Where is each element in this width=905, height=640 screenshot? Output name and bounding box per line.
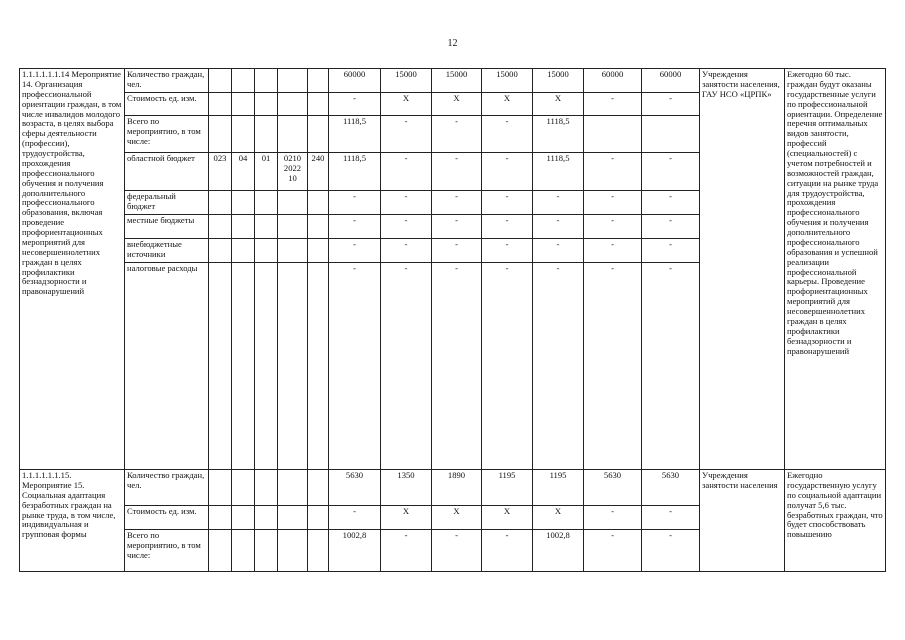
- code-cell: [255, 530, 278, 572]
- value-cell: X: [432, 506, 482, 530]
- value-cell: X: [533, 506, 584, 530]
- code-cell: 023: [209, 153, 232, 191]
- value-cell: -: [642, 191, 700, 215]
- code-cell: [308, 215, 329, 239]
- value-cell: [642, 116, 700, 153]
- value-cell: [584, 116, 642, 153]
- code-cell: 04: [232, 153, 255, 191]
- value-cell: -: [329, 191, 381, 215]
- value-cell: -: [584, 530, 642, 572]
- code-cell: [255, 93, 278, 116]
- value-cell: -: [584, 93, 642, 116]
- code-cell: [278, 263, 308, 470]
- row-label: Количество граждан, чел.: [125, 69, 209, 93]
- code-cell: [232, 215, 255, 239]
- code-cell: [255, 116, 278, 153]
- value-cell: -: [432, 191, 482, 215]
- code-cell: [209, 470, 232, 506]
- row-label: внебюджетные источники: [125, 239, 209, 263]
- value-cell: -: [329, 239, 381, 263]
- code-cell: [232, 93, 255, 116]
- code-cell: 240: [308, 153, 329, 191]
- code-cell: [308, 470, 329, 506]
- value-cell: -: [482, 215, 533, 239]
- code-cell: [209, 530, 232, 572]
- table-row: [20, 69, 886, 93]
- value-cell: -: [432, 530, 482, 572]
- value-cell: -: [432, 263, 482, 470]
- value-cell: 5630: [642, 470, 700, 506]
- value-cell: -: [482, 116, 533, 153]
- code-cell: [255, 215, 278, 239]
- value-cell: -: [584, 191, 642, 215]
- value-cell: 15000: [381, 69, 432, 93]
- value-cell: -: [329, 506, 381, 530]
- value-cell: -: [584, 215, 642, 239]
- executor-cell: Учреждения занятости населения: [700, 470, 785, 572]
- code-cell: [278, 506, 308, 530]
- value-cell: -: [432, 116, 482, 153]
- code-cell: [209, 506, 232, 530]
- code-cell: [232, 506, 255, 530]
- code-cell: 0210 2022 10: [278, 153, 308, 191]
- code-cell: [255, 69, 278, 93]
- value-cell: X: [381, 93, 432, 116]
- value-cell: -: [533, 215, 584, 239]
- value-cell: -: [381, 116, 432, 153]
- code-cell: [255, 506, 278, 530]
- value-cell: 1118,5: [533, 116, 584, 153]
- code-cell: [308, 116, 329, 153]
- value-cell: -: [584, 506, 642, 530]
- code-cell: [308, 530, 329, 572]
- code-cell: [308, 93, 329, 116]
- row-label: Стоимость ед. изм.: [125, 93, 209, 116]
- code-cell: [209, 69, 232, 93]
- value-cell: -: [642, 93, 700, 116]
- code-cell: [209, 116, 232, 153]
- row-label: местные бюджеты: [125, 215, 209, 239]
- code-cell: [255, 263, 278, 470]
- code-cell: [278, 470, 308, 506]
- value-cell: 5630: [584, 470, 642, 506]
- value-cell: -: [482, 239, 533, 263]
- code-cell: [278, 239, 308, 263]
- row-label: Всего по мероприятию, в том числе:: [125, 530, 209, 572]
- value-cell: -: [533, 263, 584, 470]
- value-cell: -: [381, 191, 432, 215]
- value-cell: -: [329, 263, 381, 470]
- value-cell: -: [642, 153, 700, 191]
- row-label: Всего по мероприятию, в том числе:: [125, 116, 209, 153]
- code-cell: [255, 191, 278, 215]
- code-cell: [209, 215, 232, 239]
- code-cell: [209, 263, 232, 470]
- value-cell: 15000: [482, 69, 533, 93]
- code-cell: [278, 191, 308, 215]
- code-cell: [308, 239, 329, 263]
- code-cell: [278, 69, 308, 93]
- code-cell: [278, 93, 308, 116]
- row-label: налоговые расходы: [125, 263, 209, 470]
- code-cell: [232, 530, 255, 572]
- value-cell: -: [584, 239, 642, 263]
- value-cell: -: [432, 215, 482, 239]
- value-cell: -: [432, 239, 482, 263]
- value-cell: -: [381, 239, 432, 263]
- value-cell: -: [642, 530, 700, 572]
- code-cell: 01: [255, 153, 278, 191]
- result-cell: Ежегодно 60 тыс. граждан будут оказаны государственные услуги по профессиональной ориентации. Определение перечня оптимальных видов занятости, профессий (специальностей) с учетом потребностей и возможностей граждан, ситуации на рынке труда для трудоустройства, прохождения профессионального обучения и получения дополнительного профессионального образования и успешной реализации профессиональной карьеры. Проведение профориентационных мероприятий для несовершеннолетних граждан в целях профилактики безнадзорности и правонарушений: [785, 69, 886, 470]
- code-cell: [232, 69, 255, 93]
- value-cell: 5630: [329, 470, 381, 506]
- row-label: Количество граждан, чел.: [125, 470, 209, 506]
- code-cell: [255, 470, 278, 506]
- value-cell: -: [381, 215, 432, 239]
- row-label: Стоимость ед. изм.: [125, 506, 209, 530]
- code-cell: [209, 191, 232, 215]
- code-cell: [308, 506, 329, 530]
- code-cell: [232, 263, 255, 470]
- value-cell: 1195: [533, 470, 584, 506]
- code-cell: [232, 239, 255, 263]
- value-cell: X: [432, 93, 482, 116]
- value-cell: -: [533, 191, 584, 215]
- value-cell: -: [533, 239, 584, 263]
- value-cell: -: [432, 153, 482, 191]
- value-cell: -: [482, 191, 533, 215]
- code-cell: [232, 191, 255, 215]
- code-cell: [308, 263, 329, 470]
- value-cell: -: [642, 215, 700, 239]
- code-cell: [308, 69, 329, 93]
- value-cell: -: [381, 530, 432, 572]
- value-cell: -: [642, 263, 700, 470]
- code-cell: [308, 191, 329, 215]
- value-cell: -: [642, 506, 700, 530]
- value-cell: -: [584, 153, 642, 191]
- value-cell: 1118,5: [329, 116, 381, 153]
- row-label: федеральный бюджет: [125, 191, 209, 215]
- value-cell: X: [533, 93, 584, 116]
- value-cell: -: [482, 530, 533, 572]
- value-cell: -: [642, 239, 700, 263]
- value-cell: -: [329, 215, 381, 239]
- code-cell: [209, 93, 232, 116]
- result-cell: Ежегодно государственную услугу по социальной адаптации получат 5,6 тыс. безработных граждан, что будет способствовать повышению: [785, 470, 886, 572]
- value-cell: -: [381, 263, 432, 470]
- row-label: областной бюджет: [125, 153, 209, 191]
- executor-cell: Учреждения занятости населения, ГАУ НСО «ЦРПК»: [700, 69, 785, 470]
- value-cell: 1002,8: [533, 530, 584, 572]
- value-cell: 60000: [584, 69, 642, 93]
- value-cell: 1195: [482, 470, 533, 506]
- activity-cell: 1.1.1.1.1.1.14 Мероприятие 14. Организация профессиональной ориентации граждан, в том числе инвалидов молодого возраста, в целях выбора сферы деятельности (профессии), трудоустройства, прохождения профессионального обучения и получения дополнительного профессионального образования, включая проведение профориентационных мероприятий для несовершеннолетних граждан в целях профилактики безнадзорности и правонарушений: [20, 69, 125, 470]
- value-cell: 1350: [381, 470, 432, 506]
- value-cell: 1118,5: [329, 153, 381, 191]
- code-cell: [255, 239, 278, 263]
- code-cell: [232, 470, 255, 506]
- value-cell: 60000: [329, 69, 381, 93]
- value-cell: 60000: [642, 69, 700, 93]
- value-cell: X: [482, 506, 533, 530]
- program-activities-table: [19, 68, 886, 572]
- code-cell: [209, 239, 232, 263]
- value-cell: -: [482, 153, 533, 191]
- value-cell: X: [381, 506, 432, 530]
- code-cell: [278, 215, 308, 239]
- value-cell: -: [381, 153, 432, 191]
- value-cell: 1002,8: [329, 530, 381, 572]
- value-cell: 1118,5: [533, 153, 584, 191]
- code-cell: [278, 530, 308, 572]
- value-cell: 15000: [432, 69, 482, 93]
- table-row: [20, 470, 886, 506]
- page-number: 12: [447, 38, 458, 49]
- value-cell: X: [482, 93, 533, 116]
- activity-cell: 1.1.1.1.1.1.15. Мероприятие 15. Социальная адаптация безработных граждан на рынке труда, в том числе, индивидуальная и групповая формы: [20, 470, 125, 572]
- value-cell: 15000: [533, 69, 584, 93]
- value-cell: -: [329, 93, 381, 116]
- value-cell: -: [482, 263, 533, 470]
- code-cell: [232, 116, 255, 153]
- value-cell: 1890: [432, 470, 482, 506]
- code-cell: [278, 116, 308, 153]
- value-cell: -: [584, 263, 642, 470]
